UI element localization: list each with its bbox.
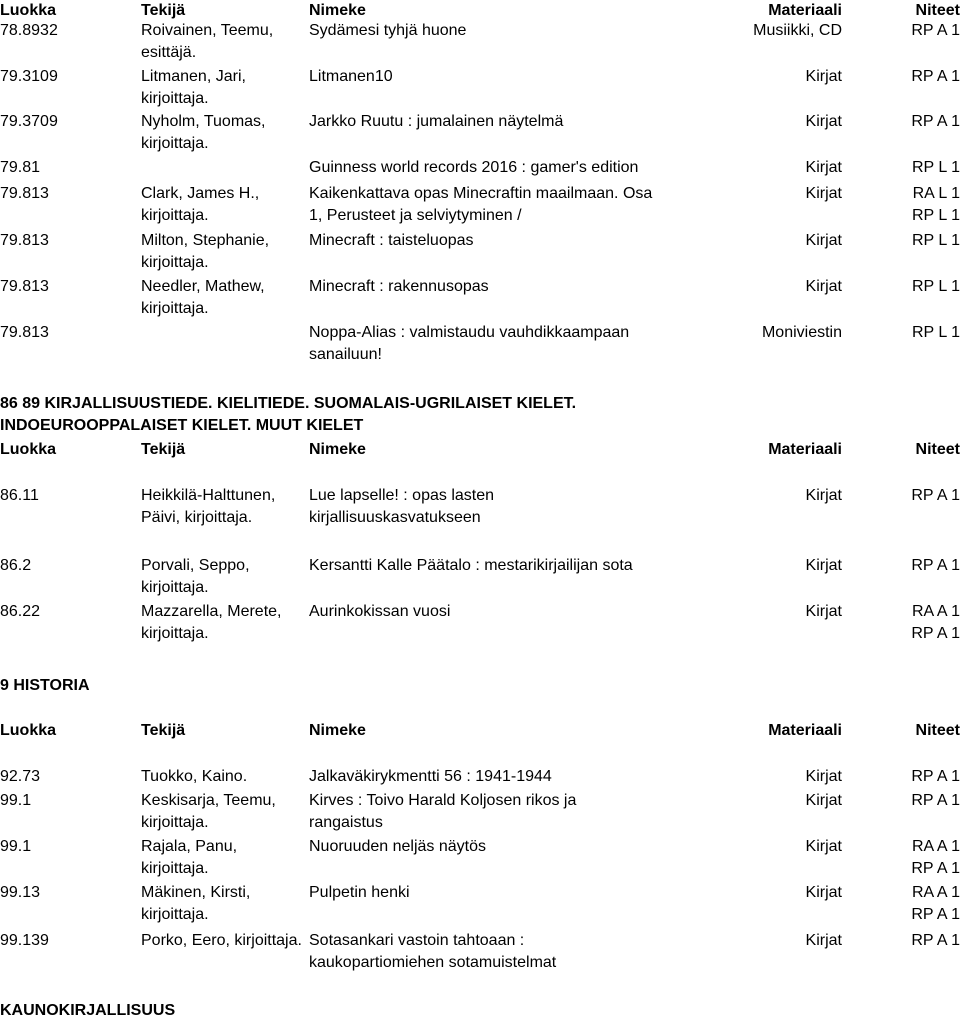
top-table	[0, 0, 960, 22]
cell-niteet: RP A 1	[911, 113, 960, 130]
cell-luokka: 79.81	[0, 159, 41, 176]
header-luokka: Luokka	[0, 722, 57, 739]
cell-materiaali: Kirjat	[805, 884, 842, 901]
cell-niteet: RP A 1	[911, 860, 960, 877]
cell-luokka: 92.73	[0, 768, 41, 785]
table-row	[0, 555, 960, 599]
cell-materiaali: Kirjat	[805, 68, 842, 85]
cell-materiaali: Kirjat	[805, 792, 842, 809]
cell-tekija: Heikkilä-Halttunen, Päivi, kirjoittaja.	[141, 487, 276, 526]
header-materiaali: Materiaali	[768, 441, 842, 458]
cell-nimeke: Sotasankari vastoin tahtoaan : kaukopartiomiehen sotamuistelmat	[309, 932, 557, 971]
cell-nimeke: Litmanen10	[309, 68, 393, 85]
header-materiaali: Materiaali	[768, 722, 842, 739]
cell-materiaali: Kirjat	[805, 557, 842, 574]
cell-tekija: Mazzarella, Merete, kirjoittaja.	[141, 603, 282, 642]
cell-tekija: Needler, Mathew, kirjoittaja.	[141, 278, 265, 317]
cell-niteet: RP A 1	[911, 932, 960, 949]
cell-tekija: Milton, Stephanie, kirjoittaja.	[141, 232, 270, 271]
table-header	[0, 720, 960, 742]
header-tekija: Tekijä	[141, 722, 186, 739]
table-row	[0, 930, 960, 974]
table-header	[0, 439, 960, 461]
cell-materiaali: Kirjat	[805, 278, 842, 295]
cell-nimeke: Guinness world records 2016 : gamer's edition	[309, 159, 639, 176]
header-luokka: Luokka	[0, 441, 57, 458]
cell-tekija: Porvali, Seppo, kirjoittaja.	[141, 557, 250, 596]
table-header	[0, 0, 960, 22]
cell-tekija: Rajala, Panu, kirjoittaja.	[141, 838, 238, 877]
cell-nimeke: Kaikenkattava opas Minecraftin maailmaan. Osa 1, Perusteet ja selviytyminen /	[309, 185, 653, 224]
cell-niteet: RP A 1	[911, 557, 960, 574]
section-heading-9: 9 HISTORIA	[0, 677, 90, 694]
cell-materiaali: Moniviestin	[761, 324, 842, 341]
cell-materiaali: Kirjat	[805, 232, 842, 249]
cell-niteet: RP A 1	[911, 625, 960, 642]
table-row	[0, 766, 960, 788]
cell-niteet: RP L 1	[911, 324, 960, 341]
cell-niteet: RP A 1	[911, 792, 960, 809]
cell-nimeke: Minecraft : taisteluopas	[309, 232, 474, 249]
cell-niteet: RA A 1	[911, 838, 960, 855]
header-nimeke: Nimeke	[309, 2, 366, 19]
section-heading-86	[0, 393, 960, 437]
cell-luokka: 79.3709	[0, 113, 58, 130]
cell-nimeke: Noppa-Alias : valmistaudu vauhdikkaampaan sanailuun!	[309, 324, 630, 363]
cell-materiaali: Kirjat	[805, 159, 842, 176]
cell-niteet: RP L 1	[911, 232, 960, 249]
cell-nimeke: Jalkaväkirykmentti 56 : 1941-1944	[309, 768, 552, 785]
header-niteet: Niteet	[915, 441, 960, 458]
cell-luokka: 86.11	[0, 487, 39, 504]
cell-niteet: RP A 1	[911, 68, 960, 85]
cell-tekija: Clark, James H., kirjoittaja.	[141, 185, 260, 224]
table-row	[0, 230, 960, 274]
cell-niteet: RP A 1	[911, 487, 960, 504]
header-tekija: Tekijä	[141, 2, 186, 19]
table-row	[0, 485, 960, 551]
header-niteet: Niteet	[915, 2, 960, 19]
section-title-line2: INDOEUROOPPALAISET KIELET. MUUT KIELET	[0, 417, 364, 434]
header-tekija: Tekijä	[141, 441, 186, 458]
cell-nimeke: Aurinkokissan vuosi	[309, 603, 451, 620]
table-row	[0, 322, 960, 366]
table-row	[0, 790, 960, 834]
section-heading-kaunokirjallisuus: KAUNOKIRJALLISUUS	[0, 1002, 176, 1019]
cell-tekija: Keskisarja, Teemu, kirjoittaja.	[141, 792, 276, 831]
cell-luokka: 99.1	[0, 792, 32, 809]
cell-tekija: Nyholm, Tuomas, kirjoittaja.	[141, 113, 266, 152]
cell-materiaali: Kirjat	[805, 932, 842, 949]
cell-nimeke: Sydämesi tyhjä huone	[309, 22, 467, 39]
cell-nimeke: Minecraft : rakennusopas	[309, 278, 489, 295]
cell-niteet: RP L 1	[911, 278, 960, 295]
cell-niteet: RA A 1	[911, 603, 960, 620]
table-row	[0, 20, 960, 64]
cell-niteet: RA L 1	[912, 185, 960, 202]
cell-niteet: RP L 1	[911, 207, 960, 224]
header-materiaali: Materiaali	[768, 2, 842, 19]
cell-tekija: Mäkinen, Kirsti, kirjoittaja.	[141, 884, 251, 923]
cell-luokka: 79.3109	[0, 68, 58, 85]
cell-luokka: 79.813	[0, 324, 49, 341]
cell-materiaali: Kirjat	[805, 185, 842, 202]
table-row	[0, 601, 960, 645]
section-title-line1: 86 89 KIRJALLISUUSTIEDE. KIELITIEDE. SUOMALAIS-UGRILAISET KIELET.	[0, 395, 577, 412]
cell-materiaali: Kirjat	[805, 603, 842, 620]
cell-nimeke: Kirves : Toivo Harald Koljosen rikos ja rangaistus	[309, 792, 577, 831]
cell-luokka: 86.22	[0, 603, 41, 620]
table-row	[0, 66, 960, 110]
cell-tekija: Porko, Eero, kirjoittaja.	[141, 932, 302, 949]
header-niteet: Niteet	[915, 722, 960, 739]
cell-niteet: RP A 1	[911, 768, 960, 785]
cell-nimeke: Lue lapselle! : opas lasten kirjallisuuskasvatukseen	[309, 487, 495, 526]
table-row	[0, 157, 960, 179]
cell-tekija: Roivainen, Teemu, esittäjä.	[141, 22, 274, 61]
cell-luokka: 78.8932	[0, 22, 58, 39]
cell-luokka: 99.1	[0, 838, 32, 855]
cell-luokka: 79.813	[0, 232, 49, 249]
cell-materiaali: Kirjat	[805, 113, 842, 130]
cell-niteet: RP L 1	[911, 159, 960, 176]
cell-luokka: 79.813	[0, 278, 49, 295]
table-row	[0, 276, 960, 320]
cell-tekija: Tuokko, Kaino.	[141, 768, 248, 785]
cell-materiaali: Kirjat	[805, 768, 842, 785]
header-nimeke: Nimeke	[309, 441, 366, 458]
cell-materiaali: Kirjat	[805, 487, 842, 504]
header-nimeke: Nimeke	[309, 722, 366, 739]
table-row	[0, 836, 960, 880]
table-row	[0, 183, 960, 227]
cell-niteet: RA A 1	[911, 884, 960, 901]
cell-nimeke: Kersantti Kalle Päätalo : mestarikirjailijan sota	[309, 557, 633, 574]
cell-materiaali: Musiikki, CD	[753, 22, 842, 39]
cell-luokka: 99.13	[0, 884, 41, 901]
cell-luokka: 99.139	[0, 932, 49, 949]
cell-niteet: RP A 1	[911, 22, 960, 39]
cell-nimeke: Jarkko Ruutu : jumalainen näytelmä	[309, 113, 564, 130]
cell-luokka: 79.813	[0, 185, 49, 202]
cell-materiaali: Kirjat	[805, 838, 842, 855]
cell-tekija: Litmanen, Jari, kirjoittaja.	[141, 68, 246, 107]
table-row	[0, 882, 960, 926]
cell-nimeke: Nuoruuden neljäs näytös	[309, 838, 487, 855]
cell-nimeke: Pulpetin henki	[309, 884, 410, 901]
cell-niteet: RP A 1	[911, 906, 960, 923]
header-luokka: Luokka	[0, 2, 57, 19]
cell-luokka: 86.2	[0, 557, 32, 574]
table-row	[0, 111, 960, 155]
